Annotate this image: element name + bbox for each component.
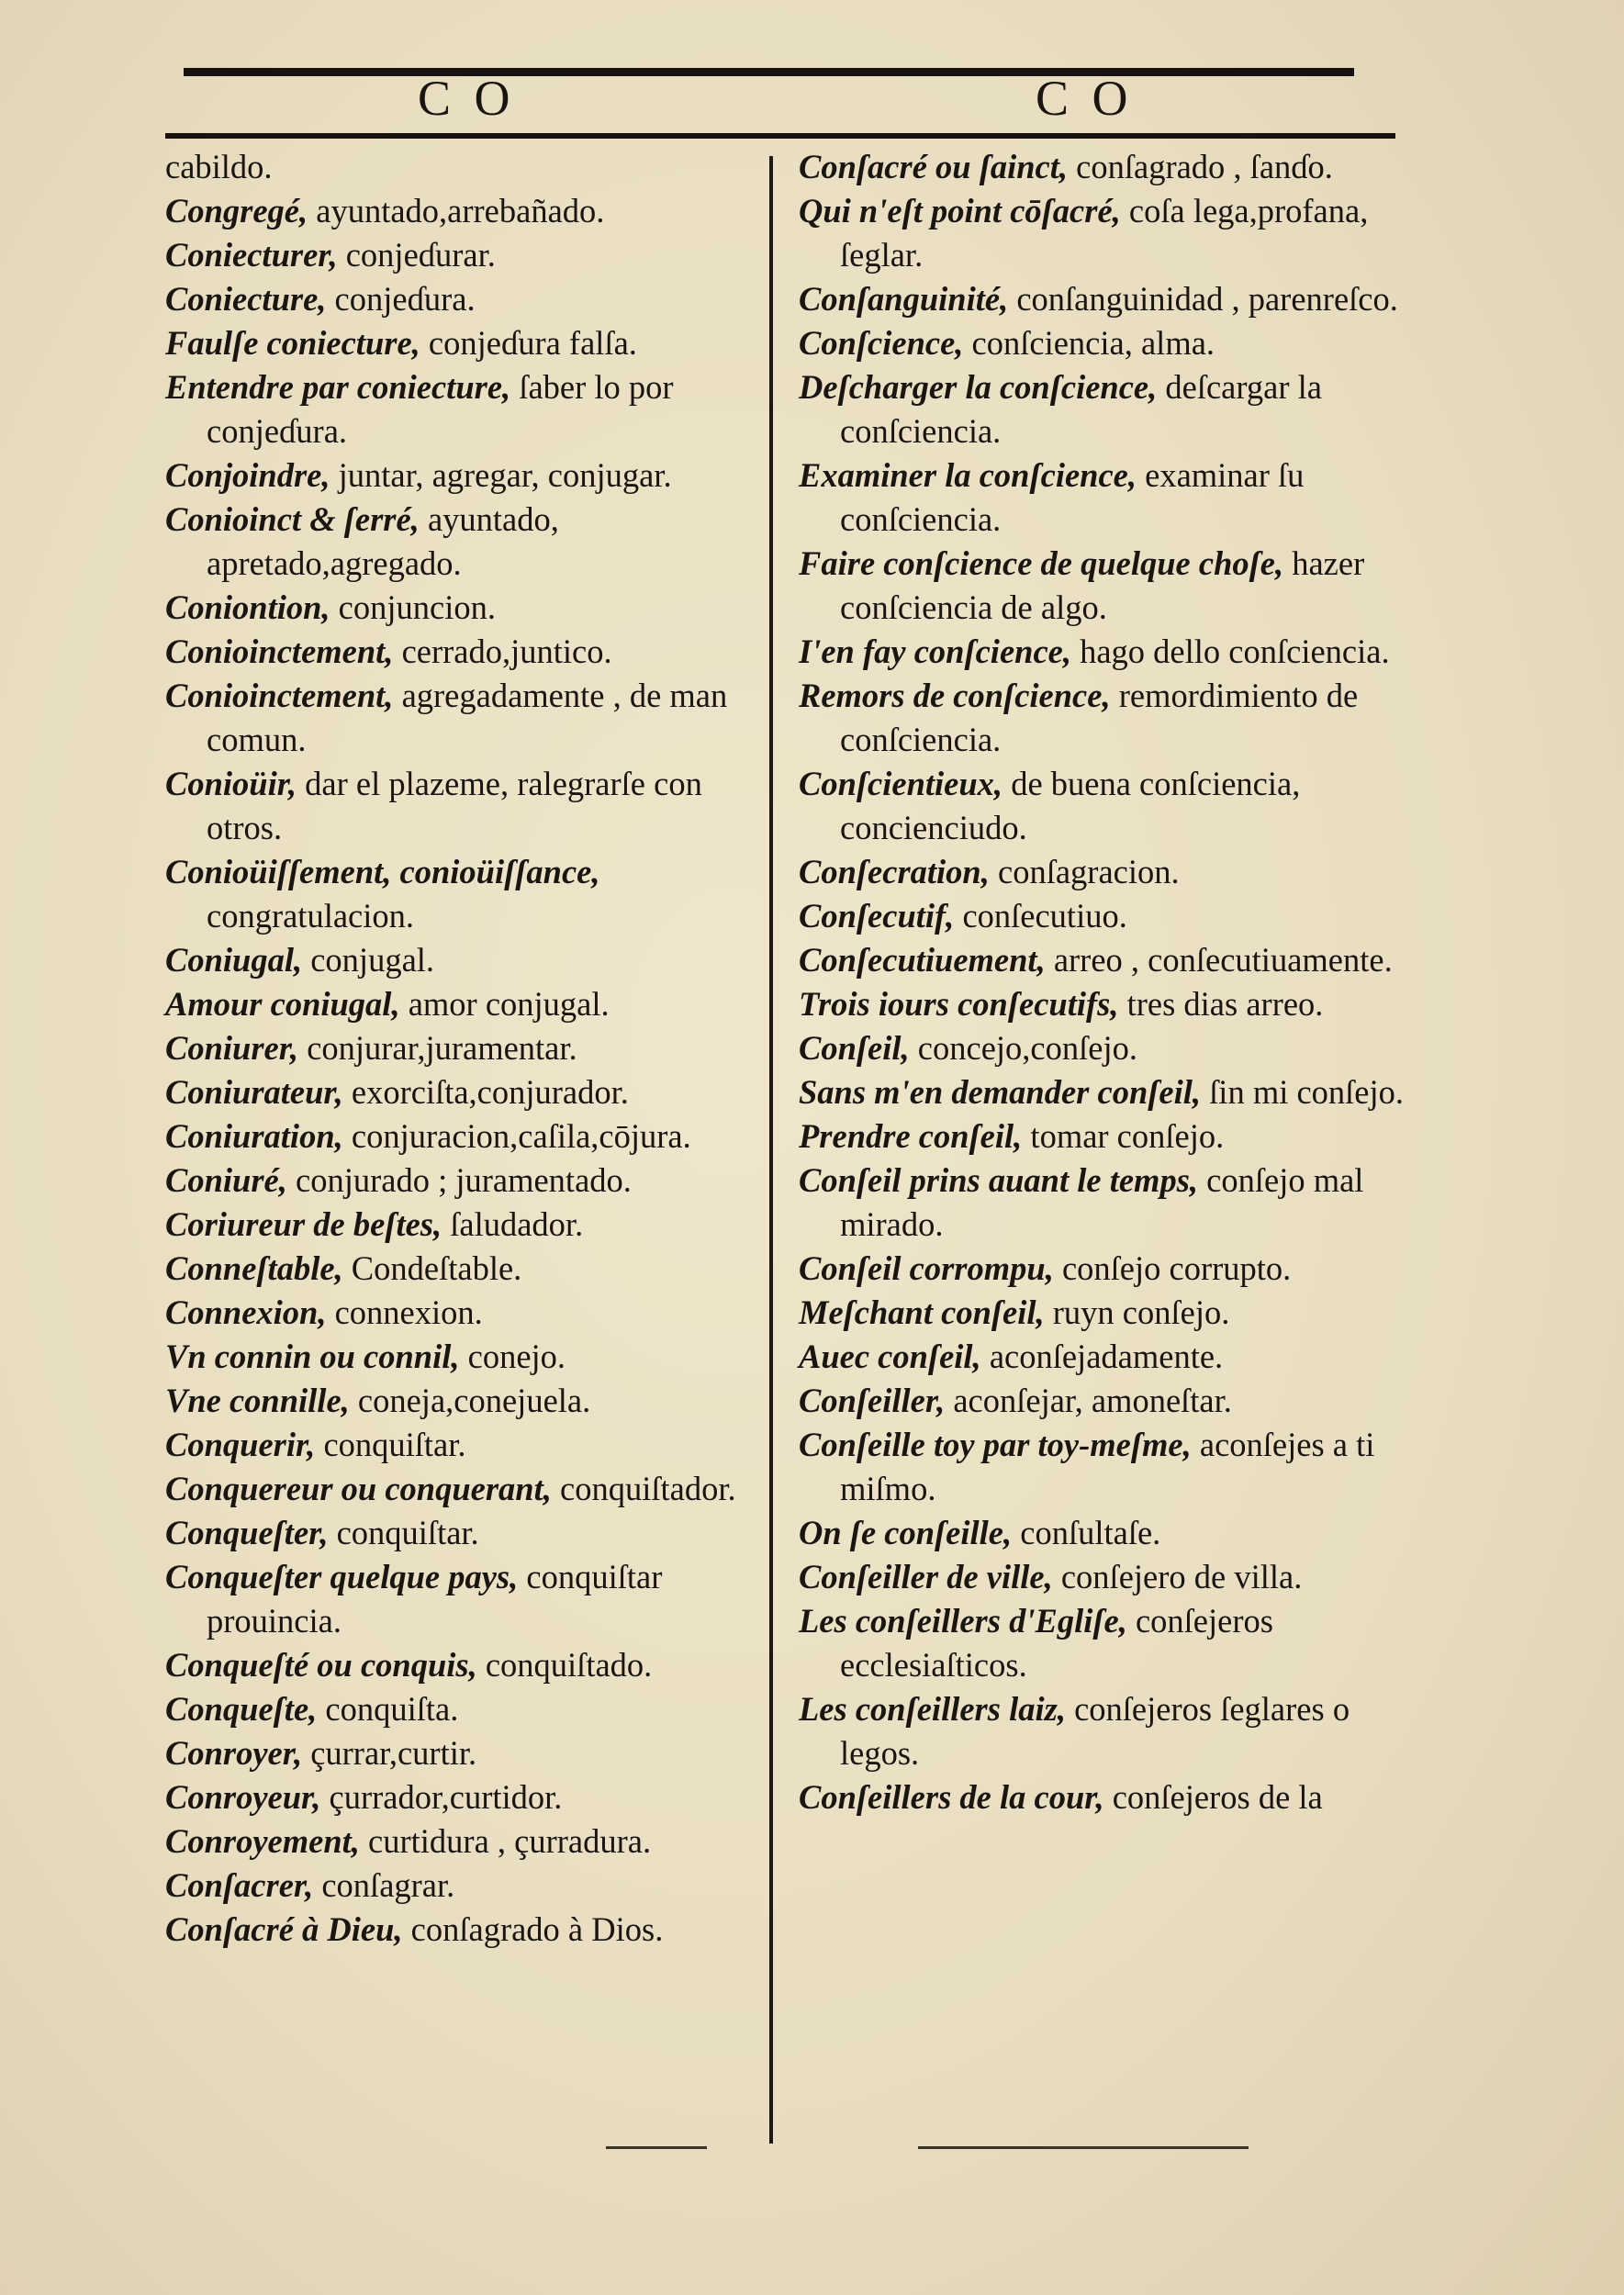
dictionary-entry <box>165 1379 753 1423</box>
dictionary-entry <box>799 453 1405 542</box>
entry-translation: coneja,conejuela. <box>349 1382 591 1419</box>
entry-headword: Conſecutiuement, <box>799 941 1046 979</box>
entry-headword: Conqueſte, <box>165 1690 318 1728</box>
dictionary-entry <box>165 674 753 762</box>
dictionary-entry <box>165 233 753 277</box>
dictionary-entry <box>799 1511 1405 1555</box>
dictionary-entry <box>165 1775 753 1819</box>
dictionary-entry <box>799 189 1405 277</box>
dictionary-entry <box>165 630 753 674</box>
entry-headword: Conroyer, <box>165 1734 303 1772</box>
dictionary-entry <box>799 542 1405 630</box>
entry-headword: Conſecutif, <box>799 897 955 935</box>
bottom-ornament-right <box>918 2146 1249 2149</box>
entry-headword: Faulſe coniecture, <box>165 324 420 362</box>
entry-translation: tomar conſejo. <box>1022 1117 1225 1155</box>
dictionary-entry <box>165 1423 753 1467</box>
entry-translation: conſejeros ecclesiaſticos. <box>840 1602 1273 1684</box>
entry-translation: conquiſtador. <box>551 1470 736 1507</box>
entry-headword: Conqueſté ou conquis, <box>165 1646 477 1684</box>
dictionary-entry <box>165 1070 753 1114</box>
entry-translation: agregadamente , de man comun. <box>207 677 728 758</box>
entry-headword: Conquereur ou conquerant, <box>165 1470 552 1507</box>
dictionary-entry <box>165 1687 753 1731</box>
entry-translation: curtidura , çurradura. <box>359 1822 652 1860</box>
entry-translation: amor conjugal. <box>399 985 610 1023</box>
entry-translation: conjurado ; juramentado. <box>286 1161 632 1199</box>
dictionary-entry <box>165 1159 753 1203</box>
entry-headword: Conſcientieux, <box>799 765 1003 802</box>
entry-translation: ruyn conſejo. <box>1044 1293 1230 1331</box>
entry-headword: Entendre par coniecture, <box>165 368 511 406</box>
entry-headword: Connexion, <box>165 1293 327 1331</box>
entry-headword: Coniontion, <box>165 588 330 626</box>
dictionary-entry <box>799 1599 1405 1687</box>
entry-translation: conjeɗurar. <box>337 236 496 274</box>
entry-translation: çurrar,curtir. <box>302 1734 477 1772</box>
dictionary-entry <box>165 1203 753 1247</box>
entry-headword: Coniuration, <box>165 1117 343 1155</box>
dictionary-entry <box>165 850 753 938</box>
entry-headword: Conſeillers de la cour, <box>799 1778 1104 1816</box>
entry-translation: conſagracion. <box>989 853 1180 890</box>
entry-headword: Conſeiller de ville, <box>799 1558 1053 1595</box>
entry-headword: Conioinct & ſerré, <box>165 500 420 538</box>
entry-headword: Conneſtable, <box>165 1249 343 1287</box>
entry-translation: conejo. <box>459 1338 566 1375</box>
entry-translation: conjuncion. <box>330 588 496 626</box>
entry-translation: ayuntado, apretado,agregado. <box>207 500 559 582</box>
dictionary-entry <box>799 1555 1405 1599</box>
entry-translation: conſciencia, alma. <box>963 324 1215 362</box>
dictionary-entry <box>165 145 753 189</box>
entry-headword: Coniurer, <box>165 1029 299 1067</box>
entry-translation: conſejeros ſeglares o legos. <box>840 1690 1350 1772</box>
entry-headword: Meſchant conſeil, <box>799 1293 1045 1331</box>
dictionary-entry <box>165 1555 753 1643</box>
dictionary-entry <box>799 1114 1405 1159</box>
dictionary-entry <box>799 1775 1405 1819</box>
running-head-right: C O <box>1036 71 1134 126</box>
entry-headword: Faire conſcience de quelque choſe, <box>799 544 1284 582</box>
entry-translation: aconſejadamente. <box>980 1338 1224 1375</box>
entry-translation: conſejo corrupto. <box>1053 1249 1292 1287</box>
top-rule <box>184 68 1354 76</box>
dictionary-entry <box>165 1291 753 1335</box>
entry-headword: Conſanguinité, <box>799 280 1009 318</box>
dictionary-entry <box>799 321 1405 365</box>
entry-translation: ſin mi conſejo. <box>1201 1073 1405 1111</box>
entry-headword: Sans m'en demander conſeil, <box>799 1073 1202 1111</box>
left-column <box>165 145 753 2146</box>
entry-headword: Coniecture, <box>165 280 327 318</box>
entry-translation: aconſejar, amoneſtar. <box>945 1382 1232 1419</box>
entry-translation: arreo , conſecutiuamente. <box>1045 941 1393 979</box>
entry-headword: Conroyement, <box>165 1822 360 1860</box>
dictionary-entry <box>799 630 1405 674</box>
entry-headword: Conſacré ou ſainct, <box>799 148 1069 185</box>
entry-headword: Conroyeur, <box>165 1778 321 1816</box>
entry-translation: exorciſta,conjurador. <box>342 1073 629 1111</box>
entry-headword: Conſacré à Dieu, <box>165 1910 403 1948</box>
dictionary-entry <box>165 321 753 365</box>
dictionary-entry <box>165 1908 753 1952</box>
entry-translation: coſa lega,profana, ſeglar. <box>840 192 1369 274</box>
entry-headword: Conſeil prins auant le temps, <box>799 1161 1199 1199</box>
entry-translation: Condeſtable. <box>342 1249 522 1287</box>
entry-translation: conquiſta. <box>317 1690 459 1728</box>
entry-translation: conſecutiuo. <box>954 897 1127 935</box>
entry-headword: Vne connille, <box>165 1382 350 1419</box>
entry-translation: hazer conſciencia de algo. <box>840 544 1365 626</box>
entry-translation: tres dias arreo. <box>1118 985 1324 1023</box>
entry-translation: conjeɗura. <box>326 280 476 318</box>
entry-headword: Conſecration, <box>799 853 990 890</box>
entry-translation: conſanguinidad , parenreſco. <box>1008 280 1398 318</box>
entry-translation: ſaludador. <box>442 1205 584 1243</box>
entry-translation: conquiſtado. <box>476 1646 653 1684</box>
entry-headword: Les conſeillers d'Egliſe, <box>799 1602 1127 1640</box>
dictionary-entry <box>799 365 1405 453</box>
entry-translation: conſagrado , ſanɗo. <box>1068 148 1333 185</box>
dictionary-entry <box>799 1291 1405 1335</box>
dictionary-entry <box>165 1819 753 1864</box>
dictionary-entry <box>165 1026 753 1070</box>
entry-translation: de buena conſciencia, concienciudo. <box>840 765 1301 846</box>
dictionary-entry <box>799 277 1405 321</box>
dictionary-entry <box>165 1247 753 1291</box>
entry-translation: cabildo. <box>165 148 273 185</box>
dictionary-entry <box>165 1511 753 1555</box>
entry-translation: congratulacion. <box>207 897 415 935</box>
dictionary-entry <box>165 189 753 233</box>
dictionary-entry <box>165 586 753 630</box>
entry-translation: conſagrar. <box>313 1866 455 1904</box>
entry-translation: conquiſtar. <box>315 1426 466 1463</box>
entry-translation: connexion. <box>326 1293 483 1331</box>
entry-translation: conſejo mal mirado. <box>840 1161 1364 1243</box>
entry-headword: Conſcience, <box>799 324 964 362</box>
entry-headword: Les conſeillers laiz, <box>799 1690 1066 1728</box>
entry-headword: Conſeiller, <box>799 1382 946 1419</box>
entry-translation: aconſejes a ti miſmo. <box>840 1426 1375 1507</box>
entry-translation: examinar ſu conſciencia. <box>840 456 1305 538</box>
entry-headword: Conioinctement, <box>165 633 394 670</box>
entry-translation: deſcargar la conſciencia. <box>840 368 1322 450</box>
header-rule <box>165 133 1395 139</box>
entry-headword: Trois iours conſecutifs, <box>799 985 1119 1023</box>
entry-headword: Coniuré, <box>165 1161 287 1199</box>
dictionary-entry <box>165 1864 753 1908</box>
dictionary-entry <box>799 674 1405 762</box>
entry-headword: Amour coniugal, <box>165 985 400 1023</box>
entry-headword: Coniurateur, <box>165 1073 343 1111</box>
entry-translation: ayuntado,arrebañado. <box>308 192 605 230</box>
dictionary-entry <box>165 982 753 1026</box>
entry-headword: Remors de conſcience, <box>799 677 1111 714</box>
dictionary-entry <box>799 145 1405 189</box>
dictionary-entry <box>165 1114 753 1159</box>
dictionary-entry <box>165 1731 753 1775</box>
entry-headword: Vn connin ou connil, <box>165 1338 460 1375</box>
dictionary-entry <box>799 1026 1405 1070</box>
entry-translation: conjugal. <box>302 941 435 979</box>
entry-headword: Examiner la conſcience, <box>799 456 1137 494</box>
dictionary-entry <box>799 1423 1405 1511</box>
entry-translation: conſejero de villa. <box>1052 1558 1303 1595</box>
entry-headword: Congregé, <box>165 192 308 230</box>
dictionary-entry <box>165 1643 753 1687</box>
entry-headword: Conqueſter quelque pays, <box>165 1558 519 1595</box>
entry-translation: conſultaſe. <box>1012 1514 1161 1551</box>
entry-headword: I'en fay conſcience, <box>799 633 1071 670</box>
right-column <box>799 145 1405 2146</box>
dictionary-entry <box>799 982 1405 1026</box>
entry-headword: Coniecturer, <box>165 236 338 274</box>
entry-translation: conquiſtar prouincia. <box>207 1558 663 1640</box>
dictionary-entry <box>799 1247 1405 1291</box>
entry-headword: Conſeil, <box>799 1029 910 1067</box>
dictionary-entry <box>799 1070 1405 1114</box>
dictionary-entry <box>799 1379 1405 1423</box>
dictionary-entry <box>165 277 753 321</box>
dictionary-entry <box>799 850 1405 894</box>
entry-headword: Prendre conſeil, <box>799 1117 1023 1155</box>
entry-headword: Conſacrer, <box>165 1866 314 1904</box>
dictionary-entry <box>799 762 1405 850</box>
dictionary-entry <box>799 1335 1405 1379</box>
entry-translation: conſejeros de la <box>1103 1778 1323 1816</box>
entry-headword: On ſe conſeille, <box>799 1514 1013 1551</box>
dictionary-entry <box>799 894 1405 938</box>
entry-translation: juntar, agregar, conjugar. <box>330 456 672 494</box>
dictionary-entry <box>165 762 753 850</box>
dictionary-entry <box>165 365 753 453</box>
entry-headword: Qui n'eſt point cōſacré, <box>799 192 1121 230</box>
entry-headword: Conioüiſſement, conioüiſſance, <box>165 853 600 890</box>
dictionary-entry <box>165 498 753 586</box>
entry-headword: Conſeille toy par toy-meſme, <box>799 1426 1192 1463</box>
entry-translation: dar el plazeme, ralegrarſe con otros. <box>207 765 702 846</box>
entry-translation: cerrado,juntico. <box>393 633 612 670</box>
entry-headword: Auec conſeil, <box>799 1338 981 1375</box>
entry-headword: Coriureur de beſtes, <box>165 1205 442 1243</box>
entry-headword: Conquerir, <box>165 1426 316 1463</box>
dictionary-entry <box>165 938 753 982</box>
dictionary-entry <box>799 1687 1405 1775</box>
dictionary-entry <box>799 938 1405 982</box>
dictionary-entry <box>165 1335 753 1379</box>
entry-translation: conſagrado à Dios. <box>402 1910 664 1948</box>
dictionary-entry <box>165 453 753 498</box>
entry-headword: Conioüir, <box>165 765 297 802</box>
entry-headword: Conjoindre, <box>165 456 330 494</box>
entry-headword: Conioinctement, <box>165 677 394 714</box>
column-divider <box>769 156 773 2144</box>
entry-translation: ſaber lo por conjeɗura. <box>207 368 674 450</box>
entry-translation: remordimiento de conſciencia. <box>840 677 1359 758</box>
entry-translation: conquiſtar. <box>328 1514 479 1551</box>
dictionary-entry <box>799 1159 1405 1247</box>
entry-translation: conjeɗura falſa. <box>420 324 637 362</box>
entry-translation: concejo,conſejo. <box>909 1029 1137 1067</box>
entry-headword: Coniugal, <box>165 941 303 979</box>
entry-headword: Conſeil corrompu, <box>799 1249 1054 1287</box>
running-head-left: C O <box>418 71 516 126</box>
dictionary-entry <box>165 1467 753 1511</box>
bottom-ornament-left <box>606 2146 707 2149</box>
entry-translation: çurrador,curtidor. <box>320 1778 563 1816</box>
entry-headword: Deſcharger la conſcience, <box>799 368 1158 406</box>
entry-translation: hago dello conſciencia. <box>1070 633 1390 670</box>
entry-translation: conjuracion,caſila,cōjura. <box>342 1117 691 1155</box>
entry-headword: Conqueſter, <box>165 1514 329 1551</box>
entry-translation: conjurar,juramentar. <box>298 1029 577 1067</box>
